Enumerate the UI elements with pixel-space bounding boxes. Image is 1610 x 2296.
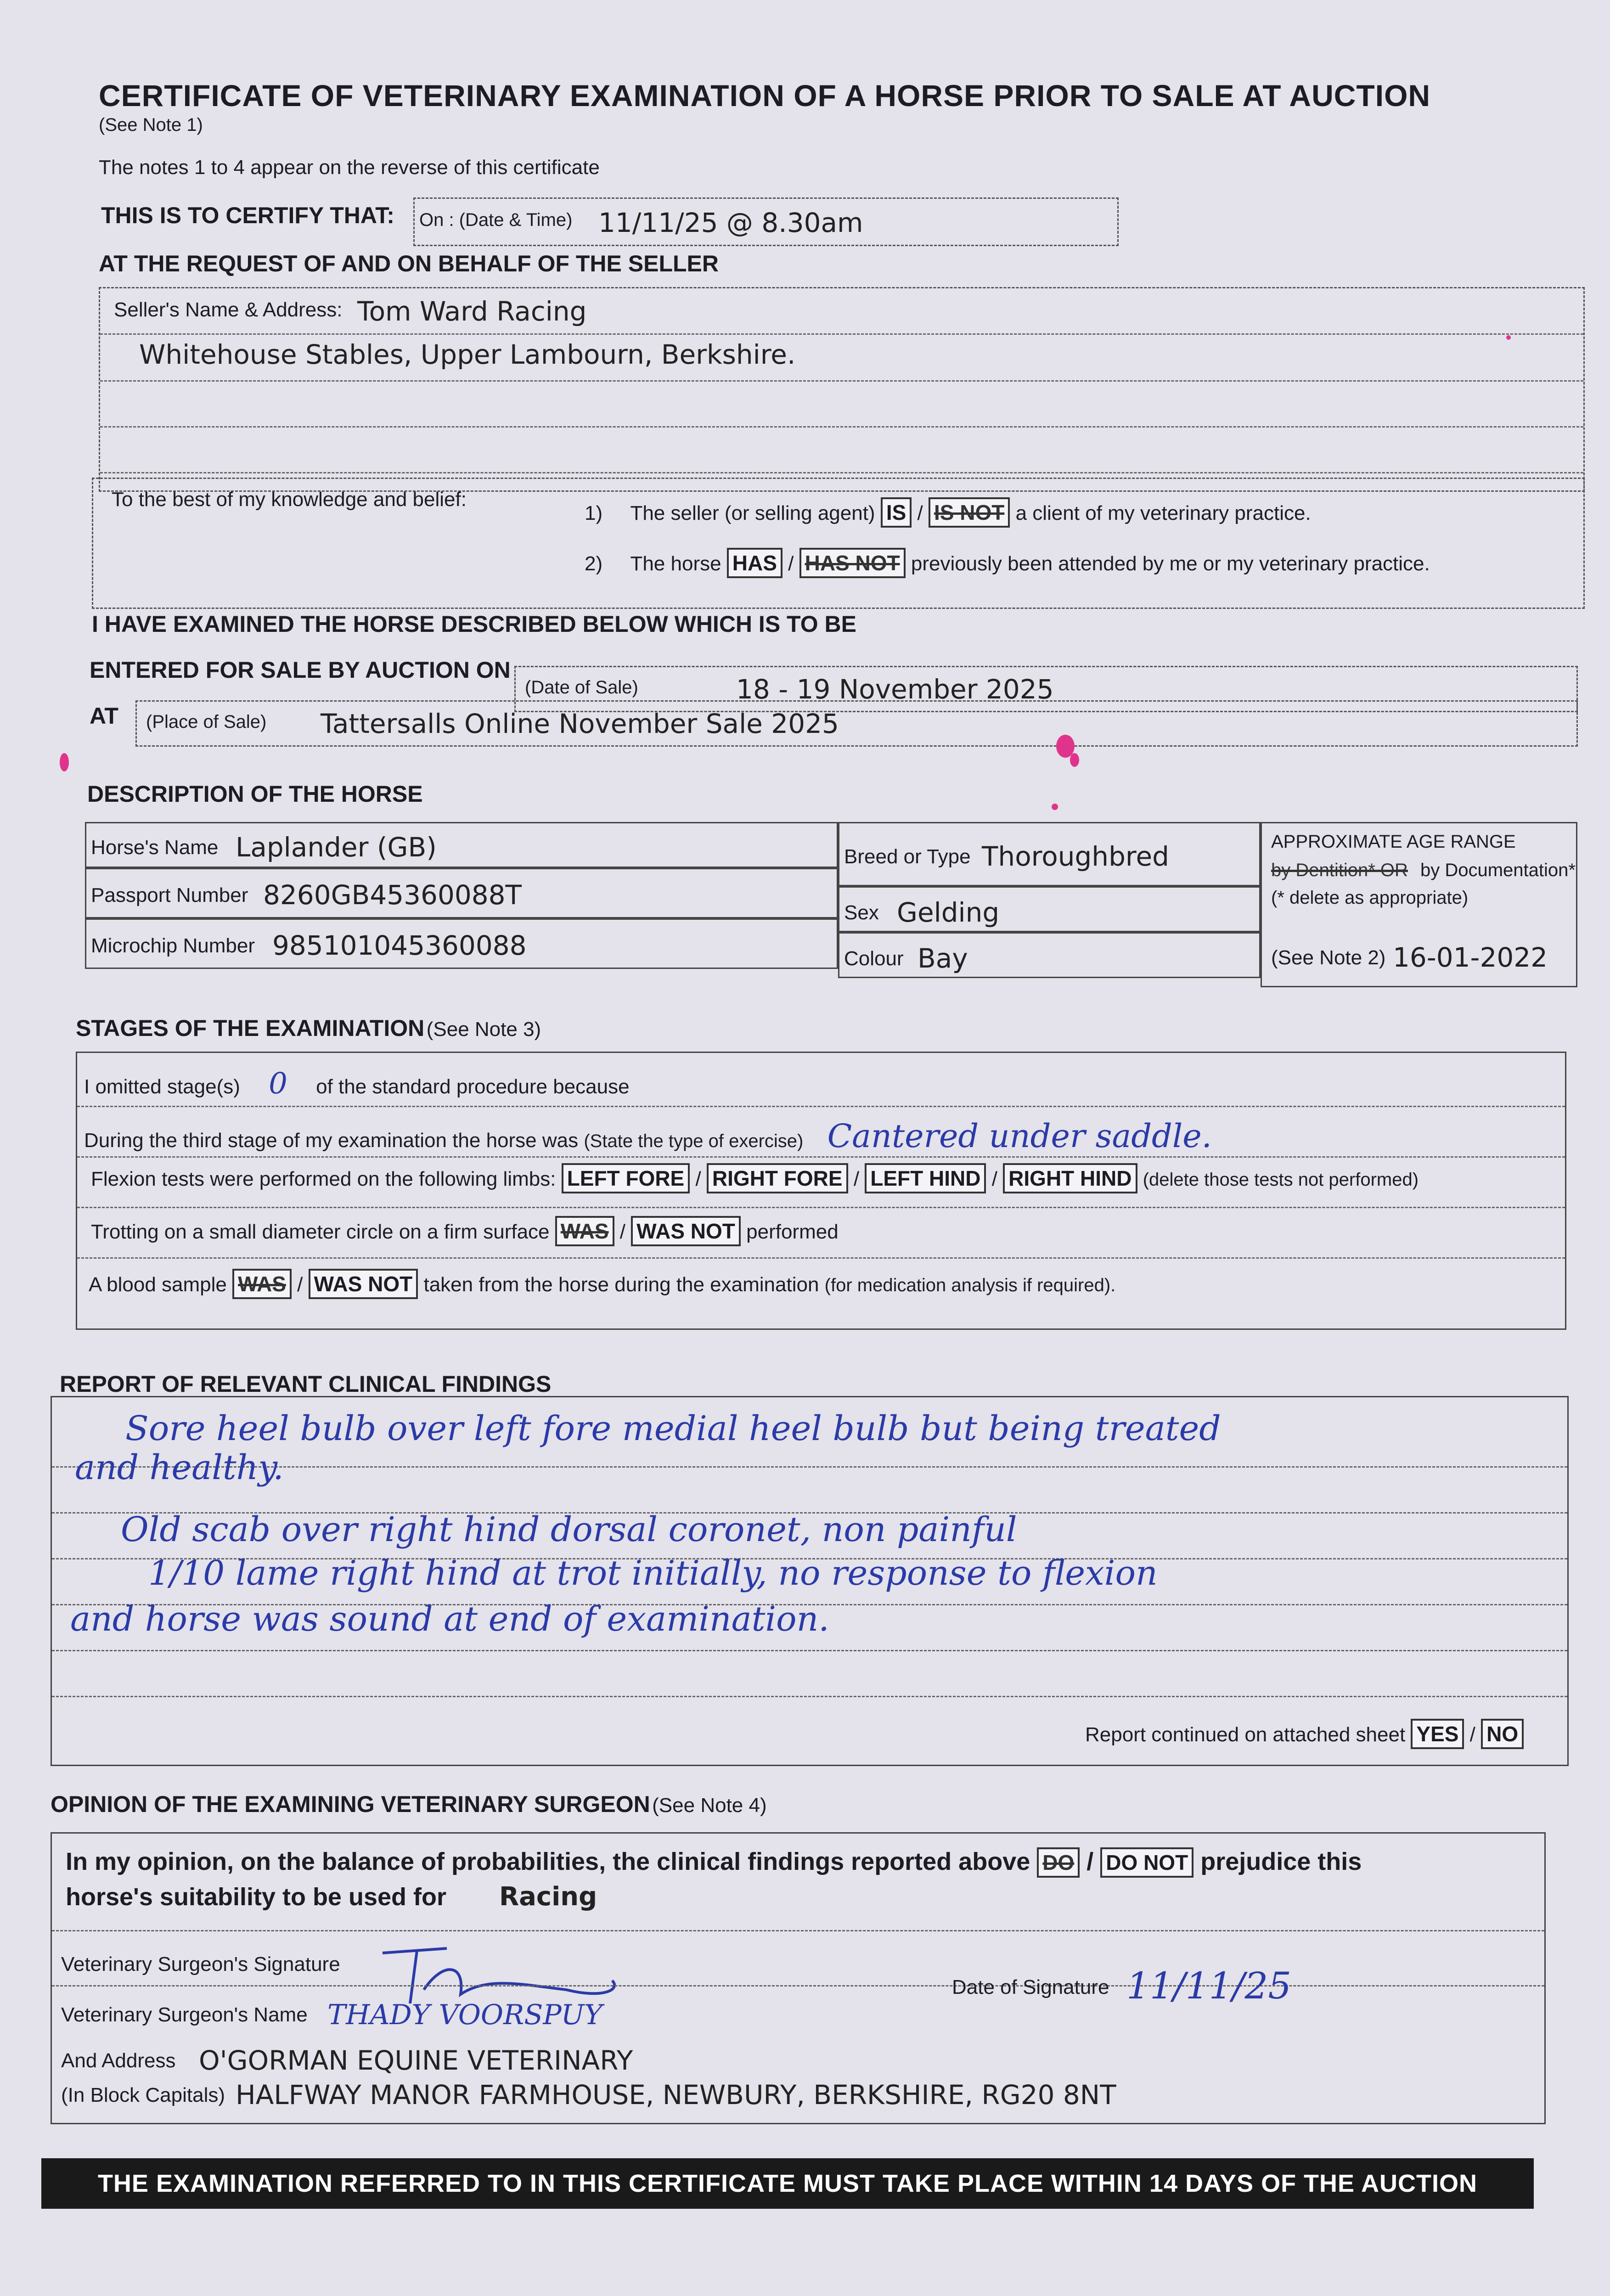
entered-heading: ENTERED FOR SALE BY AUCTION ON <box>90 657 511 683</box>
opinion-heading: OPINION OF THE EXAMINING VETERINARY SURGEON <box>51 1791 650 1817</box>
is-option: IS <box>881 497 912 528</box>
colour-label: Colour <box>844 947 904 970</box>
address-label: And Address <box>61 2049 176 2072</box>
report-box <box>51 1396 1569 1766</box>
flex-left-fore: LEFT FORE <box>562 1163 690 1193</box>
age-range-label: APPROXIMATE AGE RANGE <box>1271 832 1516 852</box>
report-continued: Report continued on attached sheet YES / NO <box>1085 1719 1524 1749</box>
blood-was: WAS <box>232 1269 292 1299</box>
knowledge-box <box>92 478 1585 609</box>
report-line-1: Sore heel bulb over left fore medial heel bulb but being treated <box>125 1409 1221 1448</box>
sex-label: Sex <box>844 901 879 924</box>
ink-splatter <box>1052 804 1058 810</box>
omitted-row: I omitted stage(s) 0 of the standard procedure because <box>84 1067 630 1101</box>
opinion-heading-row <box>51 1791 767 1818</box>
third-stage-row: During the third stage of my examination the horse was (State the type of exercise) Cantered under saddle. <box>84 1117 1212 1155</box>
flex-right-fore: RIGHT FORE <box>707 1163 848 1193</box>
opinion-line-2: horse's suitability to be used for Racing <box>66 1882 597 1912</box>
stages-see-note: (See Note 3) <box>426 1018 541 1041</box>
place-of-sale-box <box>135 700 1578 747</box>
practice-name: O'GORMAN EQUINE VETERINARY <box>199 2045 633 2076</box>
report-line-3: Old scab over right hind dorsal coronet, non painful <box>121 1510 1017 1549</box>
date-of-sale-value: 18 - 19 November 2025 <box>736 674 1054 705</box>
has-option: HAS <box>727 548 782 578</box>
exam-date-value: 11/11/25 @ 8.30am <box>598 207 863 238</box>
continued-yes: YES <box>1411 1719 1464 1749</box>
is-not-option: IS NOT <box>929 497 1010 528</box>
age-documentation: by Documentation* <box>1420 860 1576 880</box>
date-of-birth: 16-01-2022 <box>1393 942 1548 973</box>
opinion-line-1: In my opinion, on the balance of probabilities, the clinical findings reported above DO / DO NOT prejudice this <box>66 1847 1362 1878</box>
notes-line: The notes 1 to 4 appear on the reverse of this certificate <box>99 156 600 179</box>
age-dentition: by Dentition* OR <box>1271 860 1408 880</box>
breed-label: Breed or Type <box>844 845 971 868</box>
exercise-value: Cantered under saddle. <box>827 1117 1212 1155</box>
stages-box <box>76 1052 1566 1330</box>
on-label: On : (Date & Time) <box>419 210 573 230</box>
seller-name: Tom Ward Racing <box>357 296 587 327</box>
horse-table <box>85 822 1577 1001</box>
opinion-box <box>51 1832 1546 2124</box>
horse-name-label: Horse's Name <box>91 836 219 859</box>
age-delete-note: (* delete as appropriate) <box>1271 888 1469 908</box>
signature-label: Veterinary Surgeon's Signature <box>61 1953 340 1975</box>
knowledge-item-2: 2) The horse HAS / HAS NOT previously been attended by me or my veterinary practice. <box>585 548 1430 578</box>
footer-banner: THE EXAMINATION REFERRED TO IN THIS CERTIFICATE MUST TAKE PLACE WITHIN 14 DAYS OF THE AUCTION <box>41 2158 1534 2209</box>
trot-was: WAS <box>555 1216 614 1246</box>
blood-row: A blood sample WAS / WAS NOT taken from the horse during the examination (for medication analysis if required). <box>89 1269 1115 1299</box>
has-not-option: HAS NOT <box>799 548 906 578</box>
continued-no: NO <box>1481 1719 1524 1749</box>
see-note-1: (See Note 1) <box>99 115 203 135</box>
report-line-4: 1/10 lame right hind at trot initially, no response to flexion <box>148 1553 1158 1593</box>
omitted-value: 0 <box>269 1067 287 1101</box>
certify-label: THIS IS TO CERTIFY THAT: <box>101 203 394 228</box>
examined-heading: I HAVE EXAMINED THE HORSE DESCRIBED BELOW WHICH IS TO BE <box>92 611 856 637</box>
stages-heading-row <box>76 1015 541 1041</box>
knowledge-label: To the best of my knowledge and belief: <box>112 488 467 511</box>
date-of-signature-value: 11/11/25 <box>1126 1964 1292 2007</box>
blood-was-not: WAS NOT <box>309 1269 418 1299</box>
opinion-use: Racing <box>499 1882 597 1912</box>
seller-label: Seller's Name & Address: <box>114 298 343 321</box>
report-line-5: and horse was sound at end of examination. <box>70 1599 829 1639</box>
place-of-sale-value: Tattersalls Online November Sale 2025 <box>321 708 839 739</box>
opinion-see-note: (See Note 4) <box>652 1794 767 1817</box>
microchip-number: 985101045360088 <box>272 930 527 961</box>
report-heading: REPORT OF RELEVANT CLINICAL FINDINGS <box>60 1371 552 1397</box>
opinion-do: DO <box>1037 1847 1080 1878</box>
colour-value: Bay <box>918 943 968 974</box>
microchip-label: Microchip Number <box>91 934 255 957</box>
date-of-sale-label: (Date of Sale) <box>525 677 638 698</box>
date-of-signature-label: Date of Signature <box>952 1976 1109 1998</box>
flexion-row: Flexion tests were performed on the following limbs: LEFT FORE / RIGHT FORE / LEFT HIND / RIGHT HIND (delete those tests not performed) <box>91 1163 1419 1193</box>
ink-splatter <box>60 753 69 771</box>
breed-value: Thoroughbred <box>982 841 1169 872</box>
certify-date-box <box>413 197 1119 246</box>
seller-box <box>99 287 1585 492</box>
practice-address: HALFWAY MANOR FARMHOUSE, NEWBURY, BERKSHIRE, RG20 8NT <box>236 2079 1116 2110</box>
block-capitals-label: (In Block Capitals) <box>61 2084 225 2106</box>
surgeon-name-label: Veterinary Surgeon's Name <box>61 2003 308 2026</box>
request-heading: AT THE REQUEST OF AND ON BEHALF OF THE SELLER <box>99 251 719 276</box>
surgeon-name-value: THADY VOORSPUY <box>327 1999 602 2031</box>
flex-right-hind: RIGHT HIND <box>1003 1163 1137 1193</box>
place-of-sale-label: (Place of Sale) <box>146 712 267 732</box>
sex-value: Gelding <box>897 897 1000 928</box>
trot-was-not: WAS NOT <box>631 1216 741 1246</box>
opinion-do-not: DO NOT <box>1100 1847 1193 1878</box>
knowledge-item-1: 1) The seller (or selling agent) IS / IS NOT a client of my veterinary practice. <box>585 497 1311 528</box>
seller-address: Whitehouse Stables, Upper Lambourn, Berkshire. <box>139 339 796 370</box>
horse-name: Laplander (GB) <box>236 832 437 863</box>
certificate-title: CERTIFICATE OF VETERINARY EXAMINATION OF A HORSE PRIOR TO SALE AT AUCTION <box>99 79 1431 113</box>
ink-splatter <box>1070 753 1079 767</box>
description-heading: DESCRIPTION OF THE HORSE <box>87 781 423 807</box>
stages-heading: STAGES OF THE EXAMINATION <box>76 1015 425 1041</box>
ink-splatter <box>1506 335 1511 340</box>
report-line-2: and healthy. <box>75 1448 284 1487</box>
flex-left-hind: LEFT HIND <box>865 1163 986 1193</box>
see-note-2: (See Note 2) <box>1271 946 1386 969</box>
passport-number: 8260GB45360088T <box>263 879 522 911</box>
at-label: AT <box>90 703 118 729</box>
passport-label: Passport Number <box>91 884 248 906</box>
trot-row: Trotting on a small diameter circle on a firm surface WAS / WAS NOT performed <box>91 1216 839 1246</box>
